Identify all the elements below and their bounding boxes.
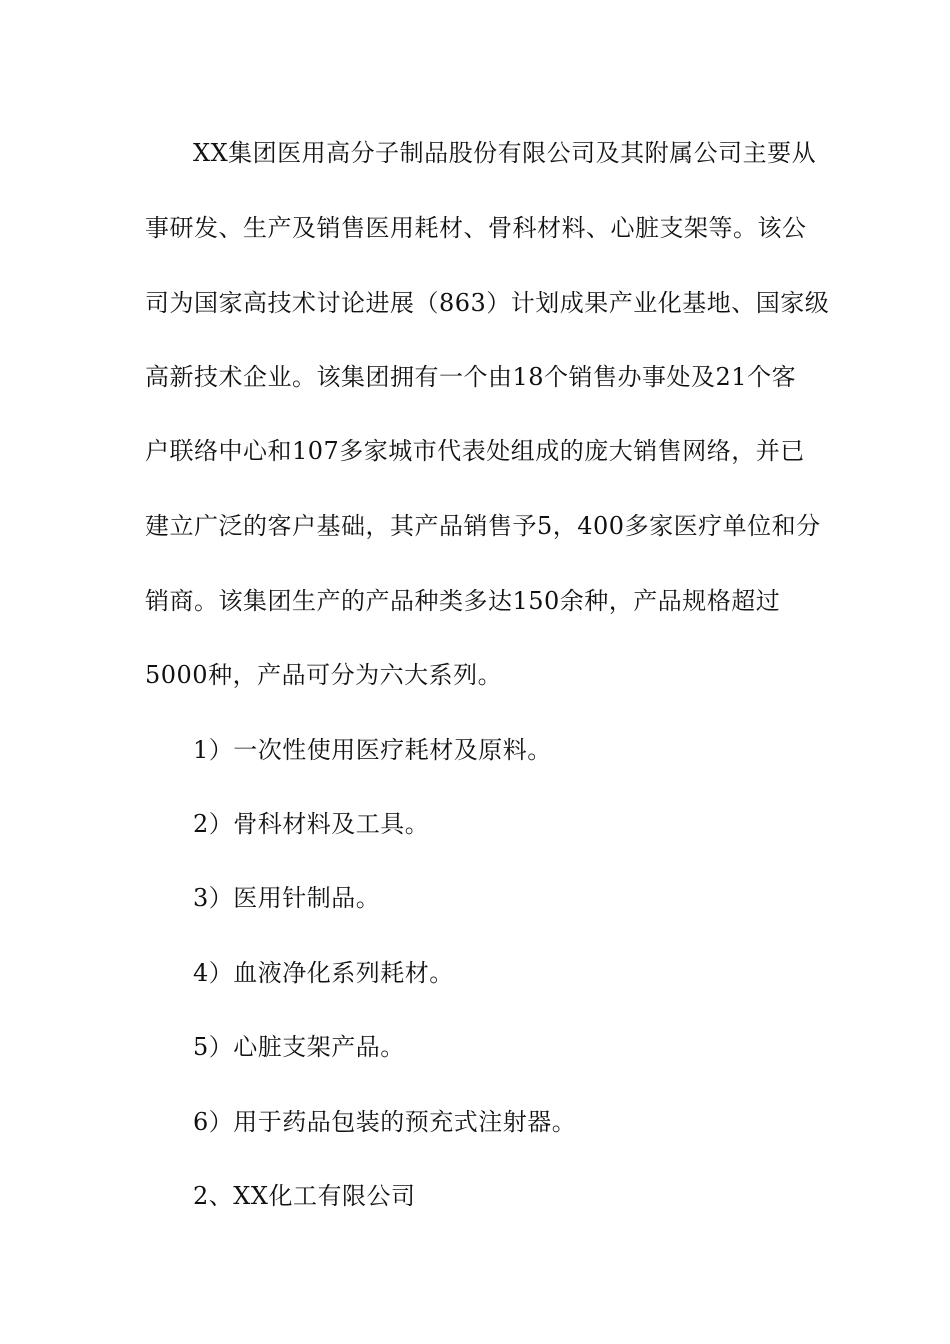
paragraph-line: 5000种，产品可分为六大系列。 [145, 661, 503, 689]
paragraph-line: 高新技术企业。该集团拥有一个由18个销售办事处及21个客 [145, 363, 797, 391]
paragraph-line: 建立广泛的客户基础，其产品销售予5，400多家医疗单位和分 [145, 512, 821, 540]
paragraph-line: 户联络中心和107多家城市代表处组成的庞大销售网络，并已 [145, 437, 805, 465]
list-item: 5）心脏支架产品。 [193, 1033, 405, 1061]
paragraph-line: XX集团医用高分子制品股份有限公司及其附属公司主要从 [193, 139, 817, 167]
list-item: 1）一次性使用医疗耗材及原料。 [193, 736, 552, 764]
list-item: 4）血液净化系列耗材。 [193, 959, 454, 987]
paragraph-line: 事研发、生产及销售医用耗材、骨科材料、心脏支架等。该公 [145, 214, 807, 242]
list-item: 2）骨科材料及工具。 [193, 810, 430, 838]
paragraph-line: 销商。该集团生产的产品种类多达150余种，产品规格超过 [145, 587, 781, 615]
list-item: 6）用于药品包装的预充式注射器。 [193, 1108, 577, 1136]
paragraph-line: 司为国家高技术讨论进展（863）计划成果产业化基地、国家级 [145, 289, 830, 317]
section-heading: 2、XX化工有限公司 [193, 1182, 416, 1210]
list-item: 3）医用针制品。 [193, 884, 381, 912]
